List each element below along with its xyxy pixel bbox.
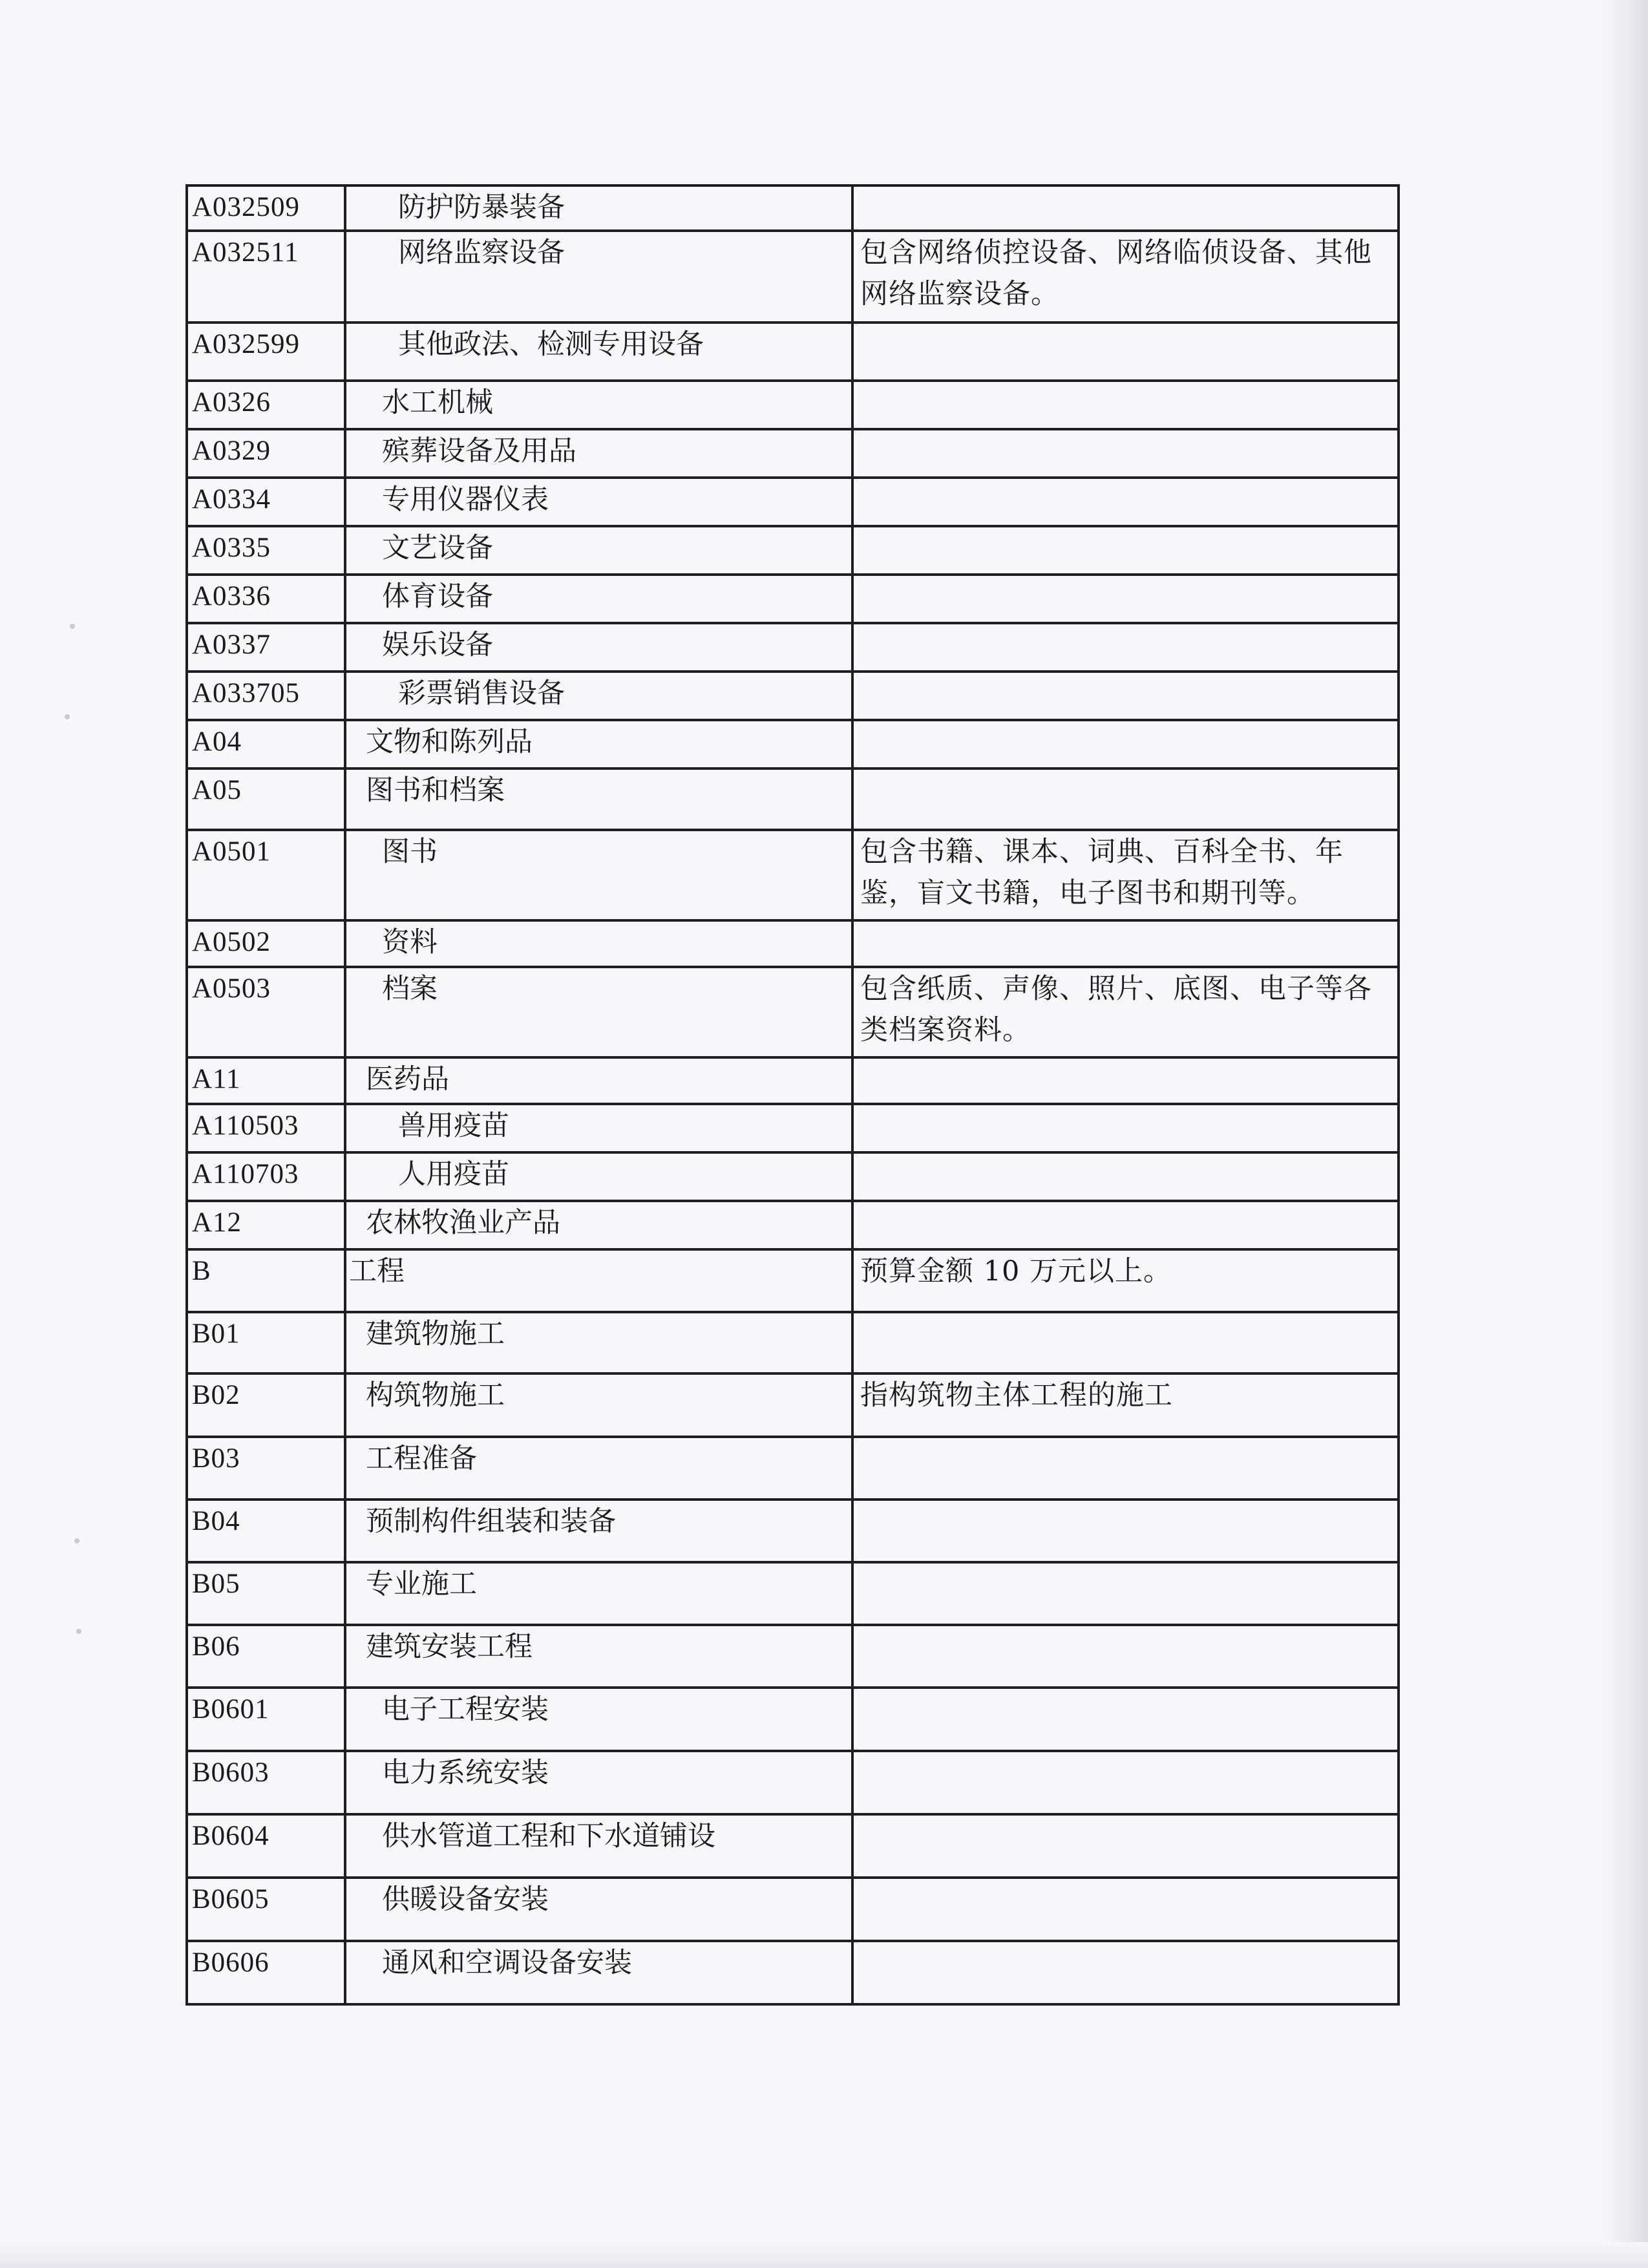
item-name-cell: 供暖设备安装 xyxy=(345,1878,852,1941)
item-code-cell: A0502 xyxy=(187,920,345,967)
item-name-cell: 人用疫苗 xyxy=(345,1152,852,1201)
item-note-cell xyxy=(852,1814,1399,1878)
item-code-cell: A0501 xyxy=(187,830,345,920)
item-code-cell: B01 xyxy=(187,1312,345,1373)
item-name-cell: 工程准备 xyxy=(345,1437,852,1500)
item-code-cell: B0604 xyxy=(187,1814,345,1878)
item-note-cell xyxy=(852,1941,1399,2004)
item-code-cell: B04 xyxy=(187,1500,345,1562)
item-name-cell: 体育设备 xyxy=(345,575,852,623)
table-row xyxy=(187,830,1399,920)
item-name-cell: 其他政法、检测专用设备 xyxy=(345,323,852,381)
table-row xyxy=(187,1878,1399,1941)
item-name-cell: 彩票销售设备 xyxy=(345,672,852,720)
item-name-cell: 农林牧渔业产品 xyxy=(345,1201,852,1249)
item-name-cell: 电力系统安装 xyxy=(345,1751,852,1814)
item-code-cell: A0337 xyxy=(187,623,345,672)
item-name-cell: 殡葬设备及用品 xyxy=(345,429,852,478)
item-name-cell: 预制构件组装和装备 xyxy=(345,1500,852,1562)
item-code-cell: B0605 xyxy=(187,1878,345,1941)
item-name-cell: 兽用疫苗 xyxy=(345,1104,852,1152)
item-name-cell: 文艺设备 xyxy=(345,526,852,575)
item-code-cell: B02 xyxy=(187,1373,345,1437)
punch-hole-mark xyxy=(74,1538,79,1543)
item-note-cell xyxy=(852,429,1399,478)
item-name-cell: 网络监察设备 xyxy=(345,231,852,323)
table-row xyxy=(187,1249,1399,1312)
item-name-cell: 档案 xyxy=(345,967,852,1057)
item-code-cell: A0335 xyxy=(187,526,345,575)
item-code-cell: A033705 xyxy=(187,672,345,720)
item-note-cell: 预算金额 10 万元以上。 xyxy=(852,1249,1399,1312)
item-name-cell: 工程 xyxy=(345,1249,852,1312)
table-row xyxy=(187,1625,1399,1688)
item-note-cell: 指构筑物主体工程的施工 xyxy=(852,1373,1399,1437)
item-note-cell xyxy=(852,720,1399,768)
item-name-cell: 通风和空调设备安装 xyxy=(345,1941,852,2004)
item-name-cell: 资料 xyxy=(345,920,852,967)
item-name-cell: 建筑安装工程 xyxy=(345,1625,852,1688)
item-name-cell: 图书和档案 xyxy=(345,768,852,830)
item-note-cell: 包含书籍、课本、词典、百科全书、年鉴，盲文书籍，电子图书和期刊等。 xyxy=(852,830,1399,920)
item-code-cell: B0603 xyxy=(187,1751,345,1814)
item-name-cell: 图书 xyxy=(345,830,852,920)
item-code-cell: B xyxy=(187,1249,345,1312)
item-code-cell: A0334 xyxy=(187,478,345,526)
item-code-cell: B03 xyxy=(187,1437,345,1500)
table-row xyxy=(187,623,1399,672)
item-note-cell xyxy=(852,768,1399,830)
item-name-cell: 构筑物施工 xyxy=(345,1373,852,1437)
table-row xyxy=(187,967,1399,1057)
item-name-cell: 医药品 xyxy=(345,1057,852,1104)
item-note-cell xyxy=(852,1437,1399,1500)
table-row xyxy=(187,720,1399,768)
item-note-cell xyxy=(852,1688,1399,1751)
table-row xyxy=(187,478,1399,526)
item-name-cell: 专业施工 xyxy=(345,1562,852,1625)
procurement-catalog-table xyxy=(185,184,1400,2006)
item-name-cell: 文物和陈列品 xyxy=(345,720,852,768)
table-row xyxy=(187,575,1399,623)
item-code-cell: A0503 xyxy=(187,967,345,1057)
table-row xyxy=(187,1688,1399,1751)
table-row xyxy=(187,1437,1399,1500)
item-name-cell: 专用仪器仪表 xyxy=(345,478,852,526)
item-name-cell: 水工机械 xyxy=(345,381,852,429)
item-code-cell: A0329 xyxy=(187,429,345,478)
item-note-cell xyxy=(852,1201,1399,1249)
item-code-cell: B0601 xyxy=(187,1688,345,1751)
item-code-cell: A110503 xyxy=(187,1104,345,1152)
item-code-cell: A0326 xyxy=(187,381,345,429)
item-name-cell: 防护防暴装备 xyxy=(345,185,852,231)
table-row xyxy=(187,231,1399,323)
item-code-cell: A12 xyxy=(187,1201,345,1249)
table-row xyxy=(187,1941,1399,2004)
table-row xyxy=(187,429,1399,478)
item-note-cell xyxy=(852,381,1399,429)
item-name-cell: 娱乐设备 xyxy=(345,623,852,672)
item-code-cell: B05 xyxy=(187,1562,345,1625)
item-note-cell xyxy=(852,623,1399,672)
item-note-cell xyxy=(852,920,1399,967)
item-note-cell xyxy=(852,323,1399,381)
table-row xyxy=(187,1814,1399,1878)
table-row xyxy=(187,185,1399,231)
item-note-cell xyxy=(852,1878,1399,1941)
item-code-cell: A110703 xyxy=(187,1152,345,1201)
item-name-cell: 建筑物施工 xyxy=(345,1312,852,1373)
item-code-cell: A04 xyxy=(187,720,345,768)
item-note-cell xyxy=(852,1500,1399,1562)
item-code-cell: B06 xyxy=(187,1625,345,1688)
item-note-cell xyxy=(852,1152,1399,1201)
item-note-cell xyxy=(852,1104,1399,1152)
catalog-table-body xyxy=(187,185,1399,2004)
table-row xyxy=(187,1373,1399,1437)
item-note-cell xyxy=(852,672,1399,720)
table-row xyxy=(187,1751,1399,1814)
item-name-cell: 电子工程安装 xyxy=(345,1688,852,1751)
item-note-cell: 包含纸质、声像、照片、底图、电子等各类档案资料。 xyxy=(852,967,1399,1057)
table-row xyxy=(187,1057,1399,1104)
item-note-cell xyxy=(852,575,1399,623)
item-note-cell xyxy=(852,1562,1399,1625)
item-name-cell: 供水管道工程和下水道铺设 xyxy=(345,1814,852,1878)
item-note-cell xyxy=(852,1312,1399,1373)
item-note-cell xyxy=(852,478,1399,526)
item-note-cell xyxy=(852,1751,1399,1814)
item-code-cell: A032599 xyxy=(187,323,345,381)
table-row xyxy=(187,768,1399,830)
punch-hole-mark xyxy=(76,1629,81,1634)
table-row xyxy=(187,1500,1399,1562)
table-row xyxy=(187,920,1399,967)
item-code-cell: A032509 xyxy=(187,185,345,231)
item-code-cell: A11 xyxy=(187,1057,345,1104)
table-row xyxy=(187,526,1399,575)
item-code-cell: A0336 xyxy=(187,575,345,623)
item-note-cell xyxy=(852,1057,1399,1104)
item-note-cell xyxy=(852,1625,1399,1688)
item-code-cell: B0606 xyxy=(187,1941,345,2004)
item-note-cell: 包含网络侦控设备、网络临侦设备、其他网络监察设备。 xyxy=(852,231,1399,323)
table-row xyxy=(187,1312,1399,1373)
punch-hole-mark xyxy=(65,714,70,719)
table-row xyxy=(187,1562,1399,1625)
table-row xyxy=(187,672,1399,720)
table-row xyxy=(187,381,1399,429)
page-edge-shadow xyxy=(1603,0,1648,2268)
table-row xyxy=(187,1201,1399,1249)
table-row xyxy=(187,323,1399,381)
punch-hole-mark xyxy=(70,624,75,629)
page-bottom-shadow xyxy=(0,2242,1648,2268)
table-row xyxy=(187,1104,1399,1152)
item-code-cell: A05 xyxy=(187,768,345,830)
item-note-cell xyxy=(852,185,1399,231)
table-row xyxy=(187,1152,1399,1201)
item-note-cell xyxy=(852,526,1399,575)
item-code-cell: A032511 xyxy=(187,231,345,323)
